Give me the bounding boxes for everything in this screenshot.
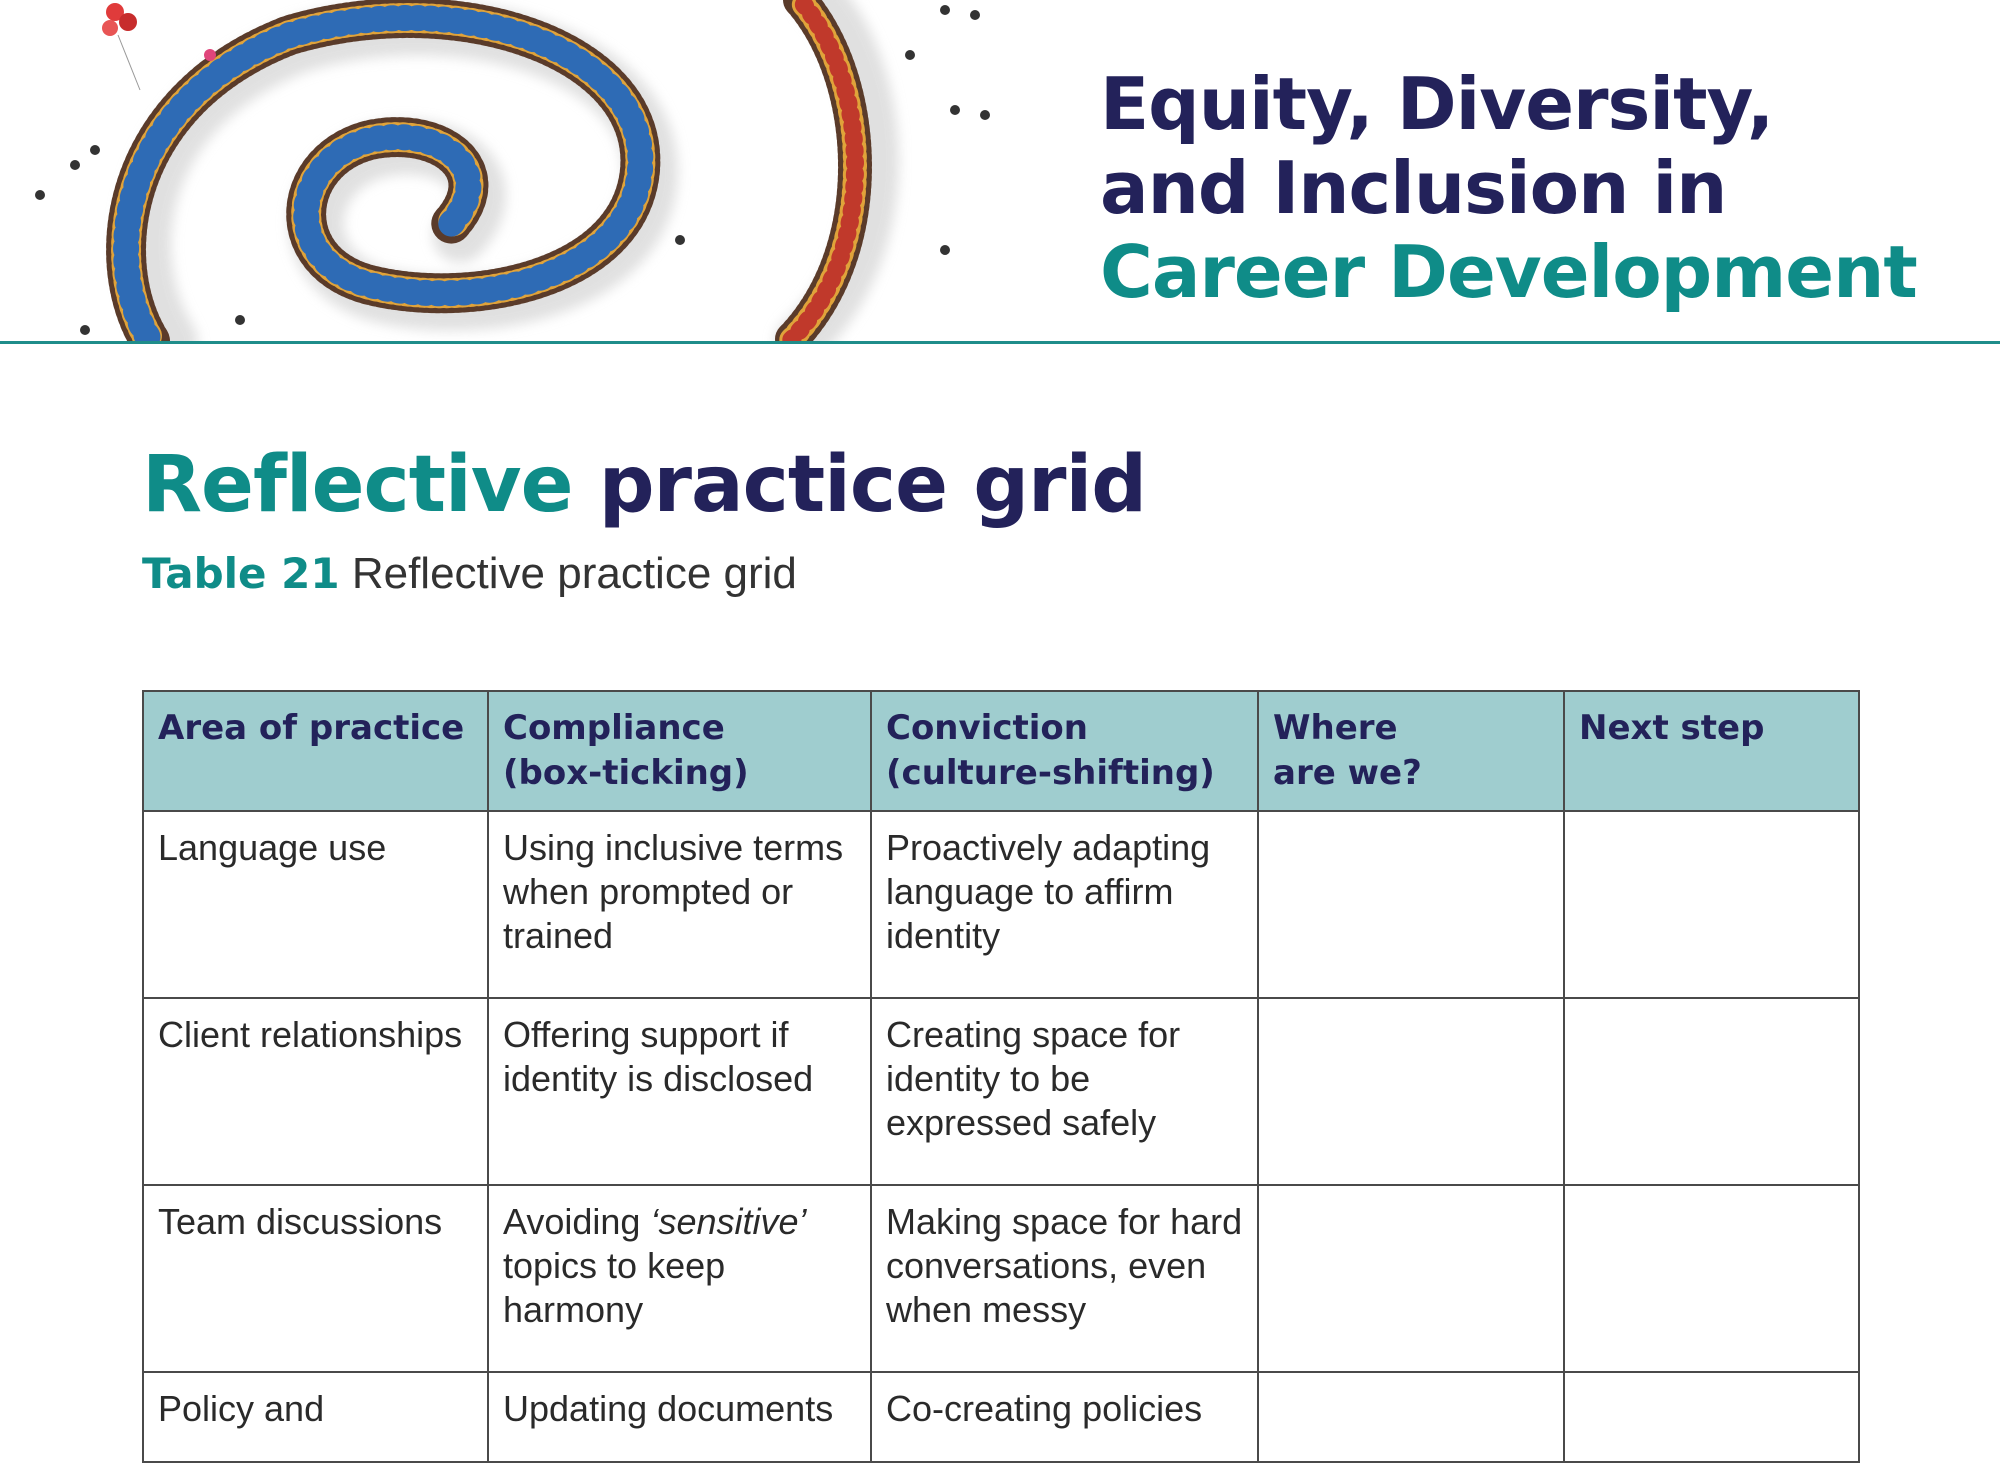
cell-compliance-text-end: topics to keep harmony: [503, 1245, 726, 1330]
cell-compliance: [488, 811, 871, 998]
header-area-of-practice: [143, 691, 488, 811]
table-row: [143, 1185, 1859, 1372]
cell-area: Policy and: [143, 1372, 488, 1462]
header-divider: [0, 341, 2000, 344]
cell-next-step[interactable]: [1564, 811, 1859, 998]
cell-where-are-we[interactable]: [1258, 1372, 1564, 1462]
header-conviction-line2: (culture-shifting): [886, 753, 1215, 793]
book-title: [1100, 62, 1917, 314]
cell-compliance-text: Avoiding: [503, 1201, 651, 1242]
header-area-line1: Area of practice: [158, 708, 465, 748]
cell-conviction: Making space for hard conversations, even when messy: [871, 1185, 1258, 1372]
cell-area: Client relationships: [143, 998, 488, 1185]
table-header-row: [143, 691, 1859, 811]
cell-where-are-we[interactable]: [1258, 998, 1564, 1185]
cell-compliance: [488, 998, 871, 1185]
header-where-are-we: [1258, 691, 1564, 811]
header-conviction-line1: Conviction: [886, 708, 1088, 748]
cell-next-step[interactable]: [1564, 998, 1859, 1185]
header-where-line1: Where: [1273, 708, 1398, 748]
page-header: [0, 0, 2000, 343]
book-title-line-1: Equity, Diversity,: [1100, 62, 1774, 146]
cell-compliance: [488, 1185, 871, 1372]
page-title-dark: practice grid: [598, 440, 1147, 530]
header-compliance: [488, 691, 871, 811]
table-row: [143, 1372, 1859, 1462]
page-title: [142, 440, 1146, 530]
header-where-line2: are we?: [1273, 753, 1422, 793]
header-next-line1: Next step: [1579, 708, 1765, 748]
cell-area: Team discussions: [143, 1185, 488, 1372]
book-title-line-2: and Inclusion in: [1100, 146, 1727, 230]
cell-compliance-text: Using inclusive terms when prompted or trained: [503, 827, 844, 956]
cell-next-step[interactable]: [1564, 1372, 1859, 1462]
header-compliance-line2: (box-ticking): [503, 753, 749, 793]
page-title-teal: Reflective: [142, 440, 573, 530]
cell-conviction: Co-creating policies: [871, 1372, 1258, 1462]
header-compliance-line1: Compliance: [503, 708, 725, 748]
cell-compliance-emphasis: ‘sensitive’: [650, 1201, 807, 1242]
reflective-practice-table: [142, 690, 1860, 1463]
table-row: [143, 998, 1859, 1185]
cell-conviction: Creating space for identity to be expressed safely: [871, 998, 1258, 1185]
table-caption-label: Table 21: [142, 549, 340, 598]
cell-where-are-we[interactable]: [1258, 811, 1564, 998]
header-next-step: [1564, 691, 1859, 811]
cell-compliance-text: Offering support if identity is disclosed: [503, 1014, 814, 1099]
table-row: [143, 811, 1859, 998]
book-title-line-3: Career Development: [1100, 230, 1917, 314]
cell-compliance-text: Updating documents: [503, 1388, 834, 1429]
header-conviction: [871, 691, 1258, 811]
crowd-spiral-image: [0, 0, 1000, 341]
table-caption: [142, 548, 797, 600]
table-caption-text: Reflective practice grid: [351, 549, 797, 598]
cell-where-are-we[interactable]: [1258, 1185, 1564, 1372]
cell-conviction: Proactively adapting language to affirm identity: [871, 811, 1258, 998]
cell-area: Language use: [143, 811, 488, 998]
cell-compliance: [488, 1372, 871, 1462]
cell-next-step[interactable]: [1564, 1185, 1859, 1372]
